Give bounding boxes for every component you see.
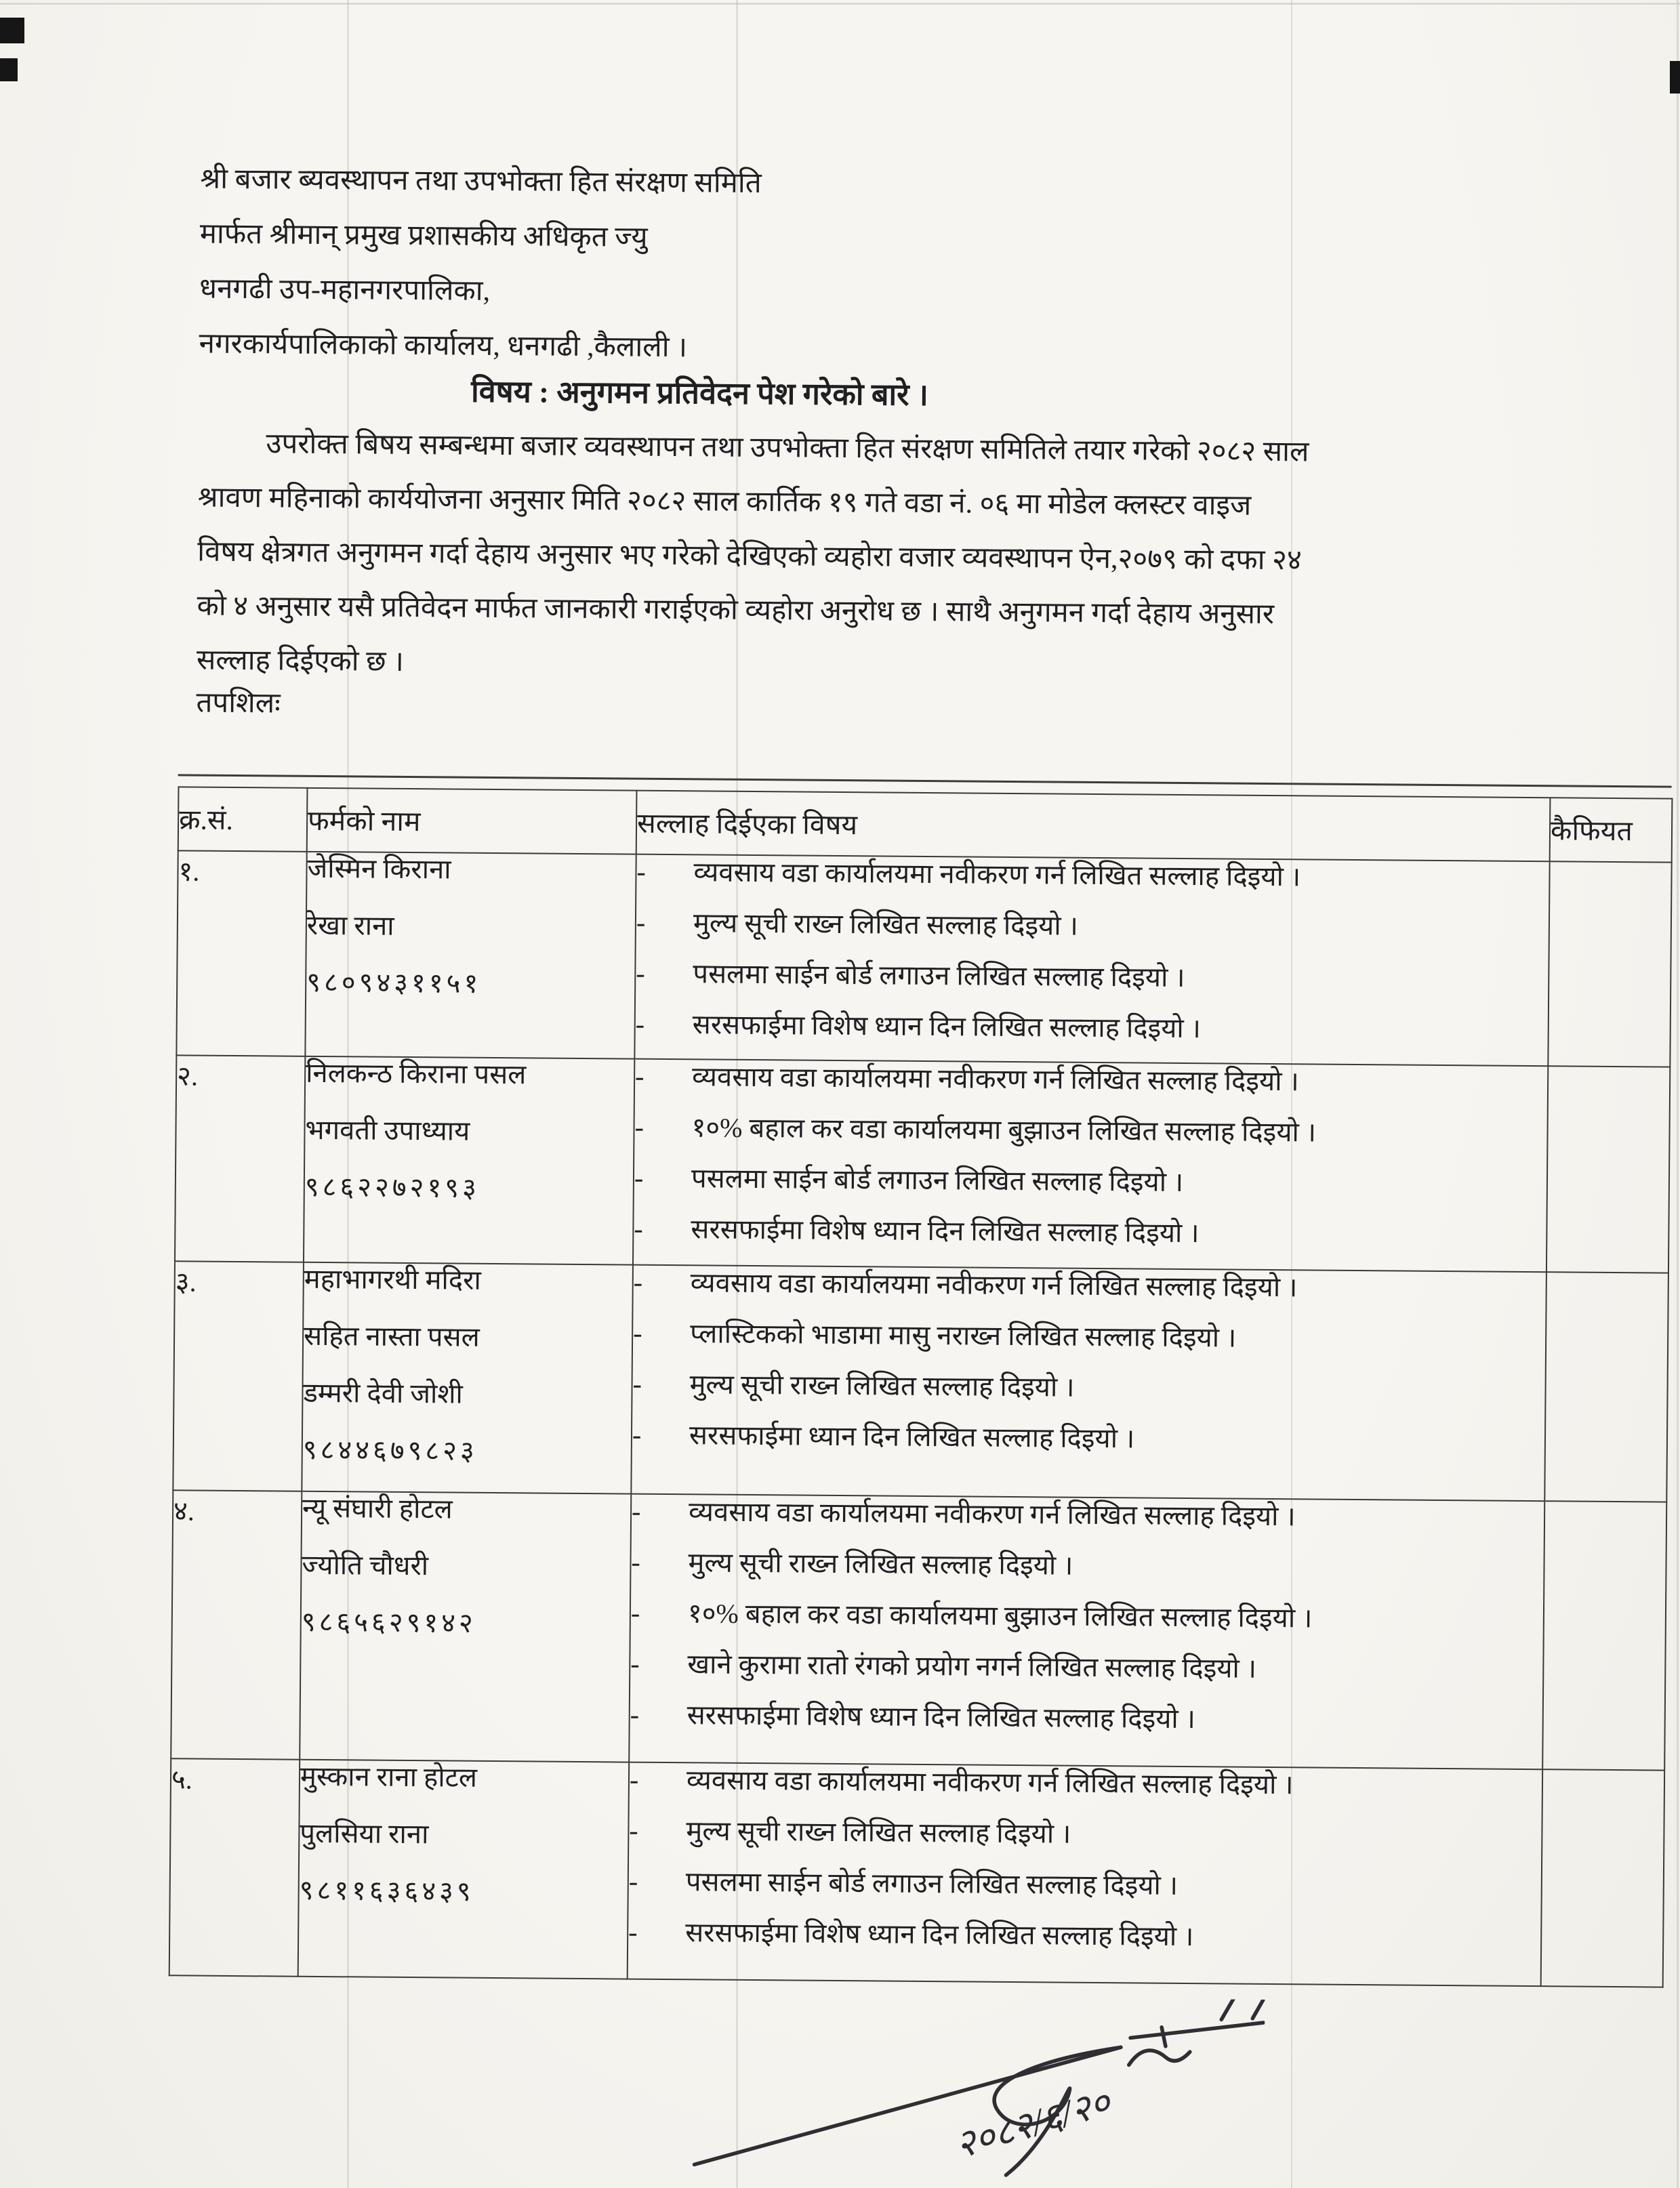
bullet-dash: - [636,907,646,938]
advice-cell [629,1494,1544,1770]
phone-number: ९८४४६७९८२३ [302,1434,478,1466]
signature-area [653,1995,1265,2188]
advice-item: - व्यवसाय वडा कार्यालयमा नवीकरण गर्न लिखित सल्लाह दिइयो । [631,1495,1296,1532]
header-serial-number: क्र.सं. [178,787,308,851]
advice-item: - पसलमा साईन बोर्ड लगाउन लिखित सल्लाह दिइयो । [634,1162,1184,1197]
advice-item: - मुल्य सूची राख्न लिखित सल्लाह दिइयो । [632,1368,1075,1403]
advice-item: - खाने कुरामा रातो रंगको प्रयोग नगर्न लिखित सल्लाह दिइयो । [630,1648,1257,1684]
signature-date: २०८२/६/२० [950,2081,1115,2167]
bullet-dash: - [632,1419,642,1450]
advice-cell [633,1059,1548,1273]
table-header-row [178,787,1673,862]
advice-item: - मुल्य सूची राख्न लिखित सल्लाह दिइयो । [629,1815,1071,1849]
advice-item: - १०% बहाल कर वडा कार्यालयमा बुझाउन लिखित सल्लाह दिइयो । [630,1597,1313,1634]
body-line: उपरोक्त बिषय सम्बन्धमा बजार व्यवस्थापन तथा उपभोक्ता हित संरक्षण समितिले तयार गरेको २०८२ साल [266,428,1309,468]
bullet-dash: - [629,1764,639,1795]
firm-name-cell [304,1056,634,1265]
owner-name-line: पुलसिया राना [300,1817,429,1850]
header-advice-subject: सल्लाह दिईएका विषय [636,791,1551,862]
table-row [169,1758,1664,1987]
owner-name-line: भगवती उपाध्याय [305,1114,470,1147]
bullet-dash: - [634,1111,644,1142]
address-line: नगरकार्यपालिकाको कार्यालय, धनगढी ,कैलाली । [199,328,688,364]
advice-item: - पसलमा साईन बोर्ड लगाउन लिखित सल्लाह दिइयो । [628,1865,1179,1901]
bullet-dash: - [631,1495,641,1527]
details-label: तपशिलः [196,687,281,720]
advice-item: - पसलमा साईन बोर्ड लगाउन लिखित सल्लाह दिइयो । [636,957,1185,993]
bullet-dash: - [634,1162,644,1193]
header-remarks: कैफियत [1550,798,1673,862]
advice-item: - सरसफाईमा विशेष ध्यान दिन लिखित सल्लाह दिइयो । [634,1213,1200,1249]
subject-line: विषय : अनुगमन प्रतिवेदन पेश गरेको बारे । [470,374,929,413]
firm-name-line: जेस्मिन किराना [307,852,451,885]
advice-item: - मुल्य सूची राख्न लिखित सल्लाह दिइयो । [636,907,1079,941]
owner-name-line: ज्योति चौधरी [302,1549,429,1582]
table-row [176,850,1671,1067]
bullet-dash: - [630,1597,640,1628]
serial-number-cell: ४. [171,1490,302,1759]
address-line: श्री बजार ब्यवस्थापन तथा उपभोक्ता हित संरक्षण समिति [200,163,762,200]
bullet-dash: - [635,1008,645,1039]
advice-cell [634,854,1549,1067]
body-line: सल्लाह दिईएको छ । [196,644,405,678]
phone-number: ९८६५६२९१४२ [301,1606,476,1638]
serial-number-cell: १. [176,850,306,1056]
advice-item: - व्यवसाय वडा कार्यालयमा नवीकरण गर्न लिखित सल्लाह दिइयो । [636,856,1301,892]
firm-name-cell [298,1760,629,1979]
advice-cell [628,1762,1542,1987]
firm-name-line: न्यू संघारी होटल [302,1492,453,1525]
bullet-dash: - [636,856,647,887]
bullet-dash: - [629,1815,638,1846]
bullet-dash: - [633,1266,643,1298]
recipient-address-block [199,152,762,376]
phone-number: ९८०९४३११५१ [306,966,482,999]
firm-name-line: महाभागरथी मदिरा [304,1263,482,1296]
bullet-dash: - [633,1317,642,1348]
firm-name-line: मुस्कान राना होटल [300,1760,478,1793]
phone-number: ९८६२२७२१९३ [304,1171,480,1203]
advice-item: - व्यवसाय वडा कार्यालयमा नवीकरण गर्न लिखित सल्लाह दिइयो । [633,1266,1298,1303]
bullet-dash: - [630,1648,640,1679]
serial-number-cell: ३. [173,1261,304,1491]
advice-item: - सरसफाईमा विशेष ध्यान दिन लिखित सल्लाह दिइयो । [630,1699,1196,1735]
phone-number: ९८११६३६४३९ [299,1874,474,1907]
bullet-dash: - [632,1368,642,1399]
table-row [171,1490,1666,1770]
bullet-dash: - [634,1213,643,1244]
monitoring-report-table [169,786,1673,1987]
firm-name-cell [305,852,636,1059]
advice-item: - व्यवसाय वडा कार्यालयमा नवीकरण गर्न लिखित सल्लाह दिइयो । [629,1764,1294,1800]
advice-item: - व्यवसाय वडा कार्यालयमा नवीकरण गर्न लिखित सल्लाह दिइयो । [634,1060,1299,1097]
advice-item: - सरसफाईमा ध्यान दिन लिखित सल्लाह दिइयो । [632,1419,1135,1454]
owner-name-line: रेखा राना [306,909,394,941]
serial-number-cell: ५. [169,1758,300,1976]
firm-name-cell [300,1491,631,1762]
advice-cell [631,1265,1546,1502]
firm-name-line: सहित नास्ता पसल [303,1320,480,1353]
remark-cell [1542,1501,1666,1770]
firm-name-line: निलकन्ठ किराना पसल [306,1057,527,1090]
table-top-rule [178,774,1672,787]
advice-item: - मुल्य सूची राख्न लिखित सल्लाह दिइयो । [631,1546,1073,1581]
table-row [173,1261,1668,1502]
serial-number-cell: २. [175,1055,305,1262]
advice-item: - सरसफाईमा विशेष ध्यान दिन लिखित सल्लाह दिइयो । [628,1916,1194,1952]
bullet-dash: - [628,1916,638,1947]
body-paragraph [197,417,1554,699]
body-line: श्रावण महिनाको कार्ययोजना अनुसार मिति २०८२ साल कार्तिक १९ गते वडा नं. ०६ मा मोडेल क्लस्टर वाइज [197,482,1252,522]
remark-cell [1548,861,1671,1067]
owner-name-line: डम्मरी देवी जोशी [303,1377,464,1409]
advice-item: - सरसफाईमा विशेष ध्यान दिन लिखित सल्लाह दिइयो । [635,1008,1202,1044]
body-line: को ४ अनुसार यसै प्रतिवेदन मार्फत जानकारी गराईएको व्यहोरा अनुरोध छ । साथै अनुगमन गर्दा देहाय अनुसार [197,590,1275,631]
address-line: मार्फत श्रीमान् प्रमुख प्रशासकीय अधिकृत ज्यु [199,218,648,253]
bullet-dash: - [636,957,645,989]
remark-cell [1541,1769,1665,1987]
address-line: धनगढी उप-महानगरपालिका, [199,273,491,307]
bullet-dash: - [628,1865,638,1897]
bullet-dash: - [631,1546,641,1577]
table-row [175,1055,1670,1273]
firm-name-cell [302,1262,633,1494]
bullet-dash: - [634,1060,644,1092]
advice-item: - प्लास्टिकको भाडामा मासु नराख्न लिखित सल्लाह दिइयो । [633,1317,1237,1353]
bullet-dash: - [630,1699,640,1730]
advice-item: - १०% बहाल कर वडा कार्यालयमा बुझाउन लिखित सल्लाह दिइयो । [634,1111,1317,1148]
body-line: विषय क्षेत्रगत अनुगमन गर्दा देहाय अनुसार भए गरेको देखिएको व्यहोरा वजार व्यवस्थापन ऐन,२०७९ को दफा २४ [197,536,1302,577]
header-firm-name: फर्मको नाम [307,788,637,854]
remark-cell [1544,1272,1668,1502]
remark-cell [1546,1066,1670,1273]
